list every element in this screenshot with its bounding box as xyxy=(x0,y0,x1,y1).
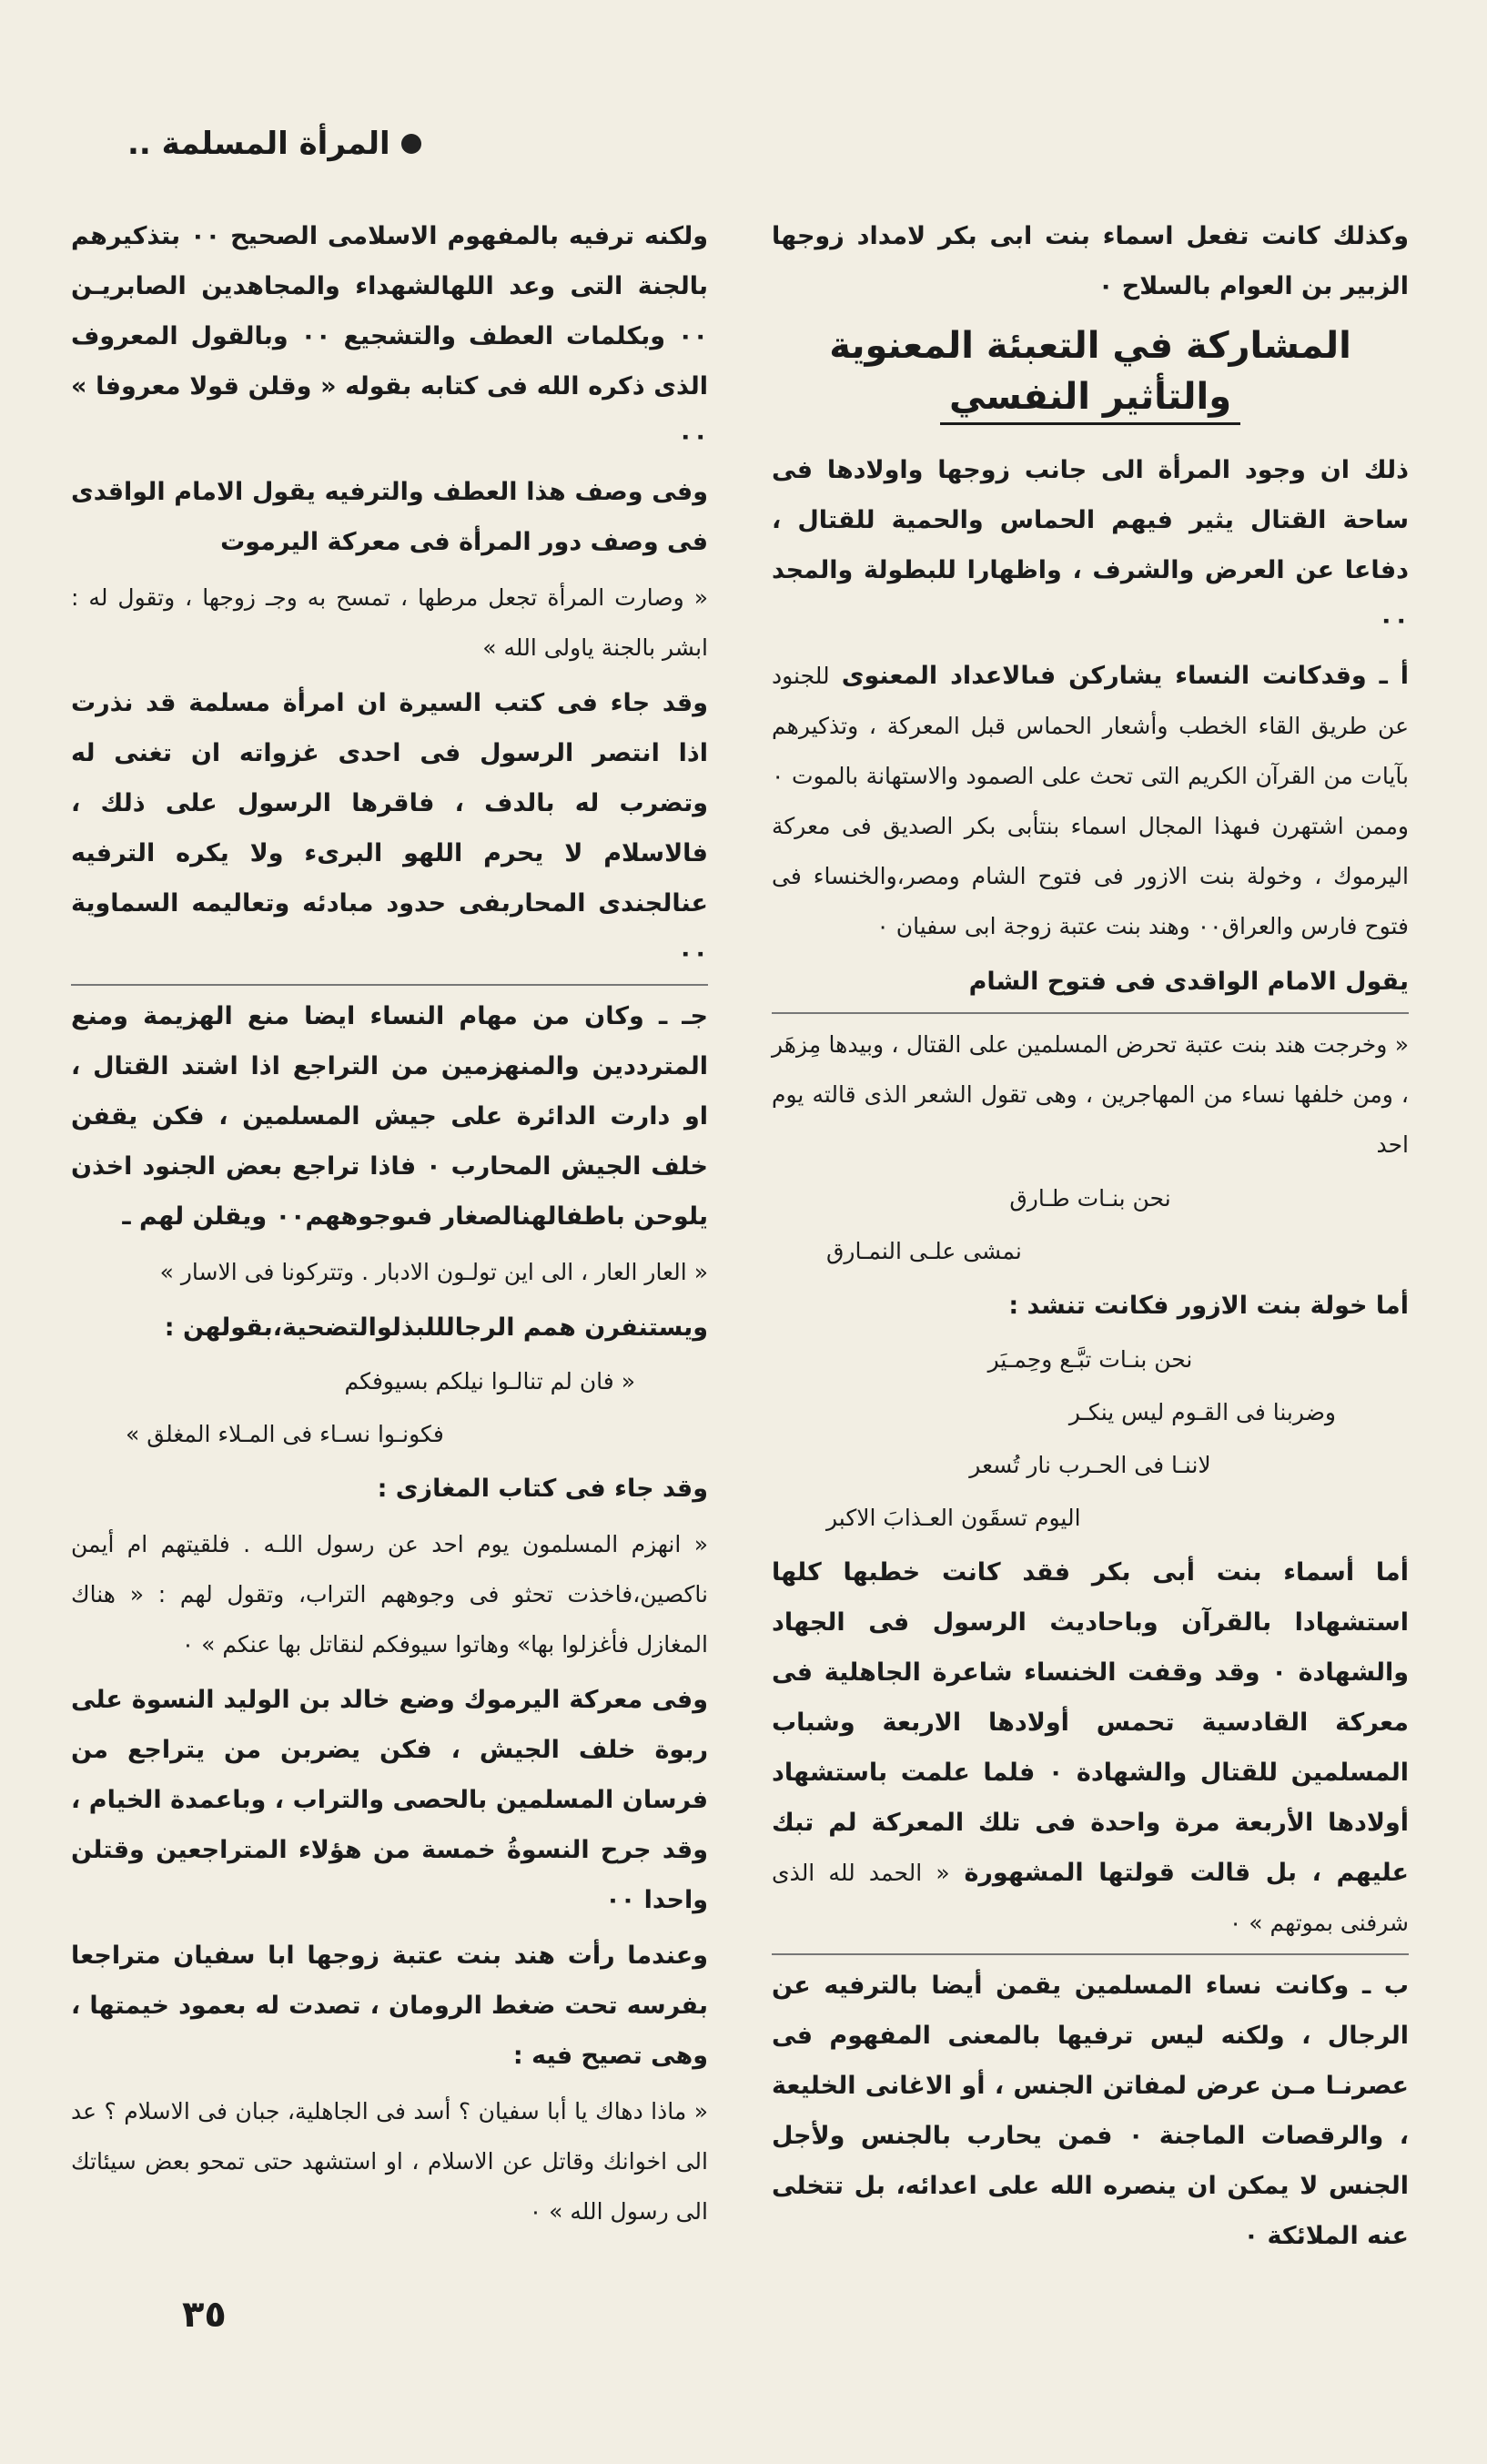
right-column xyxy=(772,211,1409,2266)
verse-line: اليوم تسقَون العـذابَ الاكبر xyxy=(826,1505,1081,1531)
paragraph-lead: أما أسماء بنت أبى بكر فقد كانت خطبها كلها استشهادا بالقرآن وباحاديث الرسول فى الجهاد والشهادة ٠ وقد وقفت الخنساء شاعرة الجاهلية فى معركة القادسية تحمس أولادها الاربعة وشباب المسلمين للقتال والشهادة ٠ فلما علمت باستشهاد أولادها الأربعة مرة واحدة فى تلك المعركة لم تبك عليهم ، بل قالت قولتها المشهورة xyxy=(772,1558,1410,1887)
paragraph-body: « الحمد لله الذى شرفنى بموتهم » ٠ xyxy=(772,1860,1409,1936)
quote: « انهزم المسلمون يوم احد عن رسول اللـه . فلقيتهم ام أيمن ناكصين،فاخذت تحثو فى وجوههم التراب، وتقول لهم : « هناك المغازل فأغزلوا بها» وهاتوا سيوفكم لنقاتل بها عنكم » ٠ xyxy=(71,1531,708,1658)
heading-line: المشاركة في التعبئة المعنوية xyxy=(829,325,1351,367)
verse-line: لاننـا فى الحـرب نار تُسعر xyxy=(969,1452,1211,1478)
section-heading xyxy=(772,320,1409,425)
paragraph: أما خولة بنت الازور فكانت تنشد : xyxy=(1008,1292,1409,1320)
paragraph: وكذلك كانت تفعل اسماء بنت ابى بكر لامداد زوجها الزبير بن العوام بالسلاح ٠ xyxy=(772,222,1409,300)
paragraph: ولكنه ترفيه بالمفهوم الاسلامى الصحيح ٠٠ بتذكيرهم بالجنة التى وعد اللهالشهداء والمجاهدين الصابريـن ٠٠ وبكلمات العطف والتشجيع ٠٠ وبالقول المعروف الذى ذكره الله فى كتابه بقوله « وقلن قولا معروفا » ٠٠ xyxy=(71,222,708,451)
divider xyxy=(71,984,708,986)
paragraph xyxy=(772,651,1409,951)
verse-line: نحن بنـات تبَّـع وحِمـيَر xyxy=(987,1346,1193,1373)
paragraph: وفى معركة اليرموك وضع خالد بن الوليد النسوة على ربوة خلف الجيش ، فكن يضربن من يتراجع من فرسان المسلمين بالحصى والتراب ، وباعمدة الخيام ، وقد جرح النسوةُ خمسة من هؤلاء المتراجعين وقتلن واحدا ٠٠ xyxy=(71,1686,708,1914)
paragraph: وقد جاء فى كتب السيرة ان امرأة مسلمة قد نذرت اذا انتصر الرسول فى احدى غزواته ان تغنى له وتضرب له بالدف ، فاقرها الرسول على ذلك ، فالاسلام لا يحرم اللهو البرىء ولا يكره الترفيه عنالجندى المحاربفى حدود مبادئه وتعاليمه السماوية ٠٠ xyxy=(71,689,708,968)
paragraph: يقول الامام الواقدى فى فتوح الشام xyxy=(968,968,1409,996)
paragraph-body: للجنود عن طريق القاء الخطب وأشعار الحماس قبل المعركة ، وتذكيرهم بآيات من القرآن الكريم التى تحث على الصمود والاستهانة بالموت ٠ وممن اشتهرن فىهذا المجال اسماء بنتأبى بكر الصديق فى معركة اليرموك ، وخولة بنت الازور فى فتوح الشام ومصر،والخنساء فى فتوح فارس والعراق٠٠ وهند بنت عتبة زوجة ابى سفيان ٠ xyxy=(772,663,1409,939)
divider xyxy=(772,1953,1409,1955)
quote: « ماذا دهاك يا أبا سفيان ؟ أسد فى الجاهلية، جبان فى الاسلام ؟ عد الى اخوانك وقاتل عن الاسلام ، او استشهد حتى تمحو بعض سيئاتك الى رسول الله » ٠ xyxy=(71,2098,708,2225)
header-title: المرأة المسلمة .. xyxy=(127,126,390,162)
running-header xyxy=(127,126,421,162)
heading-line: والتأثير النفسي xyxy=(940,371,1240,425)
quote: « وصارت المرأة تجعل مرطها ، تمسح به وجـ زوجها ، وتقول له : ابشر بالجنة ياولى الله » xyxy=(71,584,708,661)
verse-line: نحن بنـات طـارق xyxy=(1009,1185,1171,1212)
paragraph: وفى وصف هذا العطف والترفيه يقول الامام الواقدى فى وصف دور المرأة فى معركة اليرموت xyxy=(71,478,708,556)
verse-line: فكونـوا نسـاء فى المـلاء المغلق » xyxy=(126,1421,444,1447)
quote: « وخرجت هند بنت عتبة تحرض المسلمين على القتال ، وبيدها مِزهَر ، ومن خلفها نساء من المهاجرين ، وهى تقول الشعر الذى قالته يوم احد xyxy=(772,1031,1409,1158)
paragraph xyxy=(772,1547,1409,1948)
paragraph: ب ـ وكانت نساء المسلمين يقمن أيضا بالترفيه عن الرجال ، ولكنه ليس ترفيها بالمعنى المفهوم فى عصرنـا مـن عرض لمفاتن الجنس ، أو الاغانى الخليعة ، والرقصات الماجنة ٠ فمن يحارب بالجنس ولأجل الجنس لا يمكن ان ينصره الله على اعدائه، بل تتخلى عنه الملائكة ٠ xyxy=(772,1972,1409,2250)
verse-line: وضربنا فى القـوم ليس ينكـر xyxy=(1068,1399,1336,1425)
paragraph: جـ ـ وكان من مهام النساء ايضا منع الهزيمة ومنع المترددين والمنهزمين من التراجع اذا اشتد القتال ، او دارت الدائرة على جيش المسلمين ، فكن يقفن خلف الجيش المحارب ٠ فاذا تراجع بعض الجنود اخذن يلوحن باطفالهنالصغار فىوجوههم٠٠ ويقلن لهم ـ xyxy=(71,1002,708,1231)
paragraph: ذلك ان وجود المرأة الى جانب زوجها واولادها فى ساحة القتال يثير فيهم الحماس والحمية للقتال ، دفاعا عن العرض والشرف ، واظهارا للبطولة والمجد ٠٠ xyxy=(772,456,1409,634)
paragraph-lead: أ ـ وقدكانت النساء يشاركن فىالاعداد المعنوى xyxy=(841,662,1409,690)
paragraph: وعندما رأت هند بنت عتبة زوجها ابا سفيان متراجعا بفرسه تحت ضغط الرومان ، تصدت له بعمود خيمتها ، وهى تصيح فيه : xyxy=(71,1942,708,2070)
quote: « العار العار ، الى اين تولـون الادبار . وتتركونا فى الاسار » xyxy=(159,1259,708,1285)
page-number: ٣٥ xyxy=(182,2294,227,2336)
paragraph: ويستنفرن همم الرجالللبذلوالتضحية،بقولهن : xyxy=(164,1313,708,1342)
left-column xyxy=(71,211,708,2242)
verse-line: « فان لم تنالـوا نيلكم بسيوفكم xyxy=(344,1368,635,1394)
verse-line: نمشى علـى النمـارق xyxy=(826,1238,1022,1264)
divider xyxy=(772,1012,1409,1014)
paragraph: وقد جاء فى كتاب المغازى : xyxy=(377,1475,708,1503)
bullet-dot-icon xyxy=(401,134,421,154)
